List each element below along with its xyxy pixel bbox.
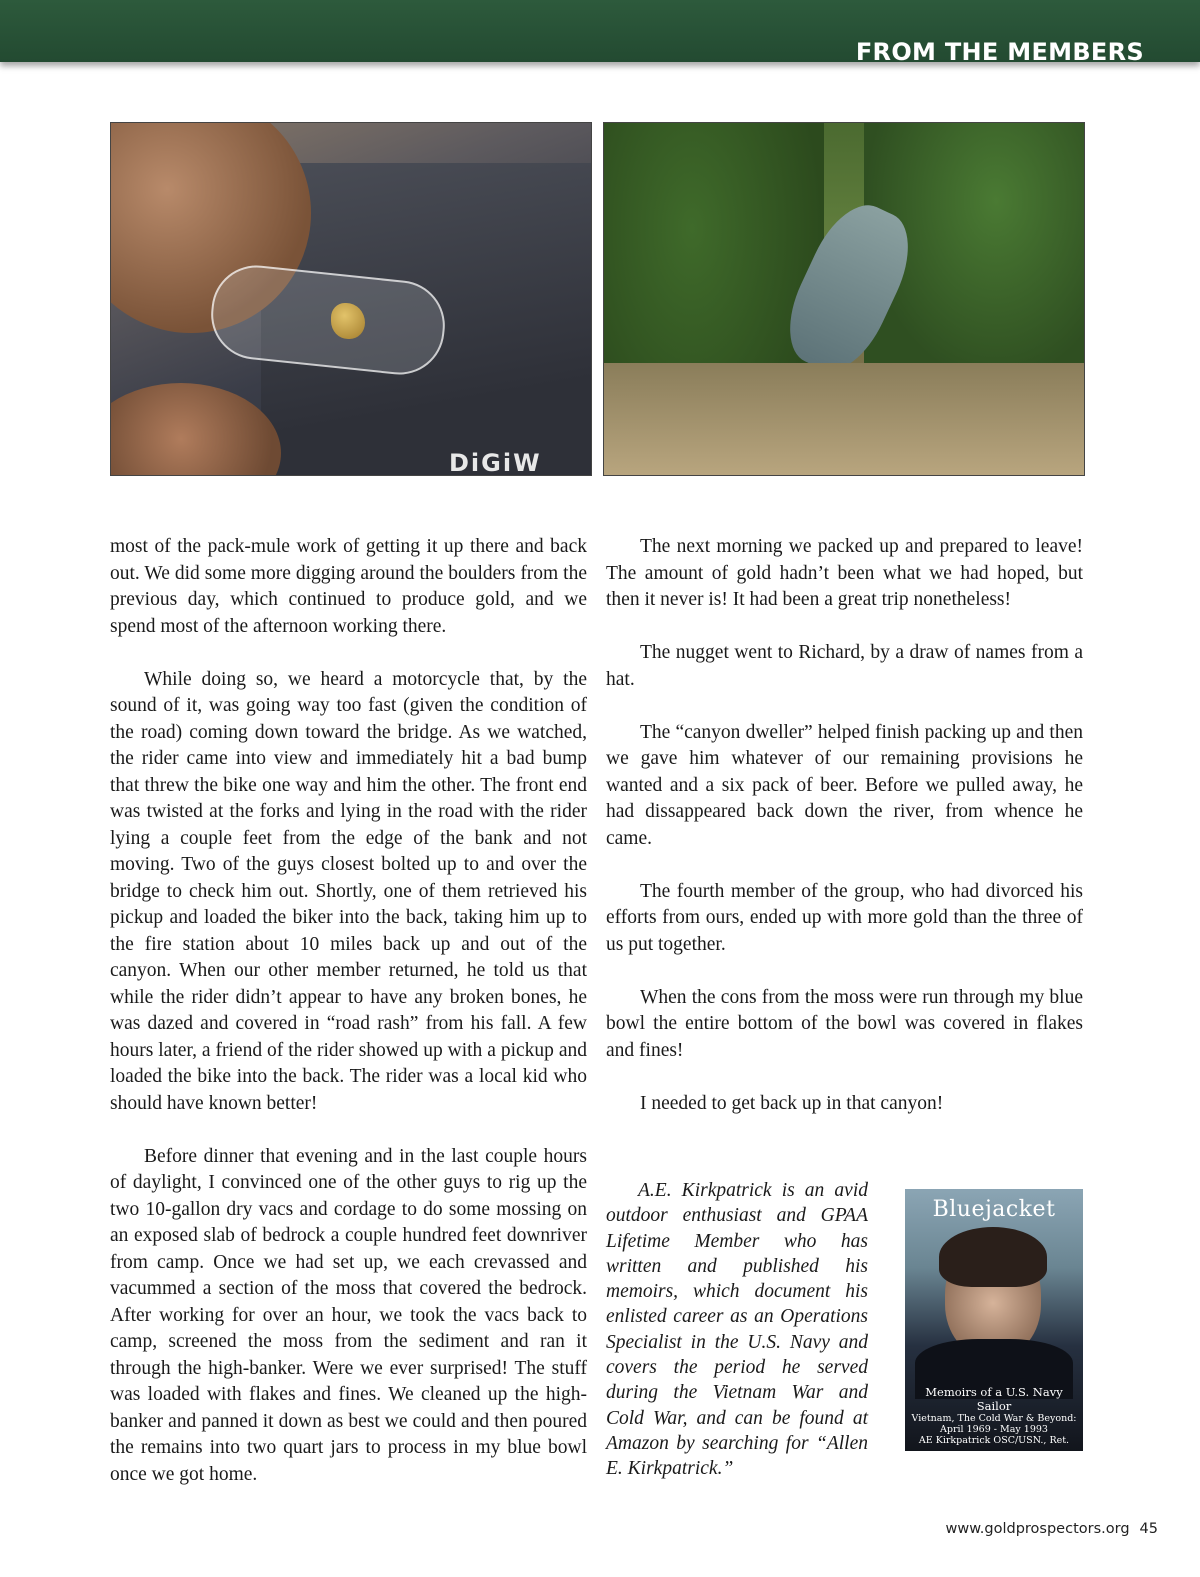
canyon-river-photo [603, 122, 1085, 476]
book-cover [905, 1189, 1083, 1451]
left-column [110, 534, 587, 1515]
book-title: Bluejacket [932, 1197, 1056, 1222]
footer-website: www.goldprospectors.org [945, 1521, 1130, 1537]
photo-thumb [110, 383, 281, 476]
footer [946, 1521, 1158, 1537]
article-paragraph: most of the pack-mule work of getting it up there and back out. We did some more digging around the boulders from the previous day, which continued to produce gold, and we spend most of the afternoon working there. [110, 536, 587, 637]
article-paragraph: When the cons from the moss were run through my blue bowl the entire bottom of the bowl was covered in flakes and fines! [606, 986, 1083, 1061]
article-paragraph: The nugget went to Richard, by a draw of names from a hat. [606, 642, 1083, 690]
book-subtitle-block [909, 1385, 1079, 1446]
article-paragraph: Before dinner that evening and in the last couple hours of daylight, I convinced one of the other guys to rig up the two 10-gallon dry vacs and cordage to do some mossing on an exposed slab of bedrock a couple hundred feet downriver from camp. Once we had set up, we each crevassed and vacummed a section of the moss that covered the bedrock. After working for over an hour, we took the vacs back to camp, screened the moss from the sediment and ran it through the high-banker. Were we ever surprised! The stuff was loaded with flakes and fines. We cleaned up the high-banker and panned it down as best we could and then poured the remains into two quart jars to process in my blue bowl once we got home. [110, 1145, 587, 1485]
book-subtitle-line: Vietnam, The Cold War & Beyond: [911, 1413, 1077, 1424]
gold-nugget-vial-photo [110, 122, 592, 476]
article-paragraph: The “canyon dweller” helped finish packing up and then we gave him whatever of our remaining provisions he wanted and a six pack of beer. Before we pulled away, he had dissappeared back down the river, from whence he came. [606, 721, 1083, 849]
author-bio: A.E. Kirkpatrick is an avid outdoor enthusiast and GPAA Lifetime Member who has written and published his memoirs, which document his enlisted career as an Operations Specialist in the U.S. Navy and covers the period he served during the Vietnam War and Cold War, and can be found at Amazon by searching for “Allen E. Kirkpatrick.” [606, 1180, 868, 1480]
section-label: FROM THE MEMBERS [855, 38, 1144, 66]
right-column [606, 534, 1083, 1144]
page-number: 45 [1139, 1521, 1158, 1537]
book-subtitle-line: AE Kirkpatrick OSC/USN., Ret. [918, 1435, 1070, 1446]
article-paragraph: While doing so, we heard a motorcycle that, by the sound of it, was going way too fast (given the condition of the road) coming down toward the bridge. As we watched, the rider came into view and immediately hit a bad bump that threw the bike one way and him the other. The front end was twisted at the forks and lying in the road with the rider lying a couple feet from the edge of the bank and not moving. Two of the guys closest bolted up to and over the bridge to check him out. Shortly, one of them retrieved his pickup and loaded the biker into the back, taking him up to the fire station about 10 miles back up and out of the canyon. When our other member returned, he told us that while the rider didn’t appear to have any broken bones, he was dazed and covered in “road rash” from his fall. A few hours later, a friend of the rider showed up with a pickup and loaded the bike into the back. The rider was a local kid who should have known better! [110, 668, 587, 1114]
photo-gold-nugget [331, 303, 365, 339]
photo-grass [604, 363, 1084, 475]
article-paragraph: The fourth member of the group, who had divorced his efforts from ours, ended up with more gold than the three of us put together. [606, 880, 1083, 955]
book-subtitle-line: April 1969 - May 1993 [940, 1424, 1048, 1435]
article-paragraph: I needed to get back up in that canyon! [640, 1092, 944, 1114]
article-paragraph: The next morning we packed up and prepared to leave! The amount of gold hadn’t been what we had hoped, but then it never is! It had been a great trip nonetheless! [606, 536, 1083, 610]
book-portrait-hair [939, 1227, 1047, 1287]
book-subtitle: Memoirs of a U.S. Navy Sailor [925, 1385, 1063, 1413]
photo-brand-text: DiGiW [449, 449, 542, 476]
